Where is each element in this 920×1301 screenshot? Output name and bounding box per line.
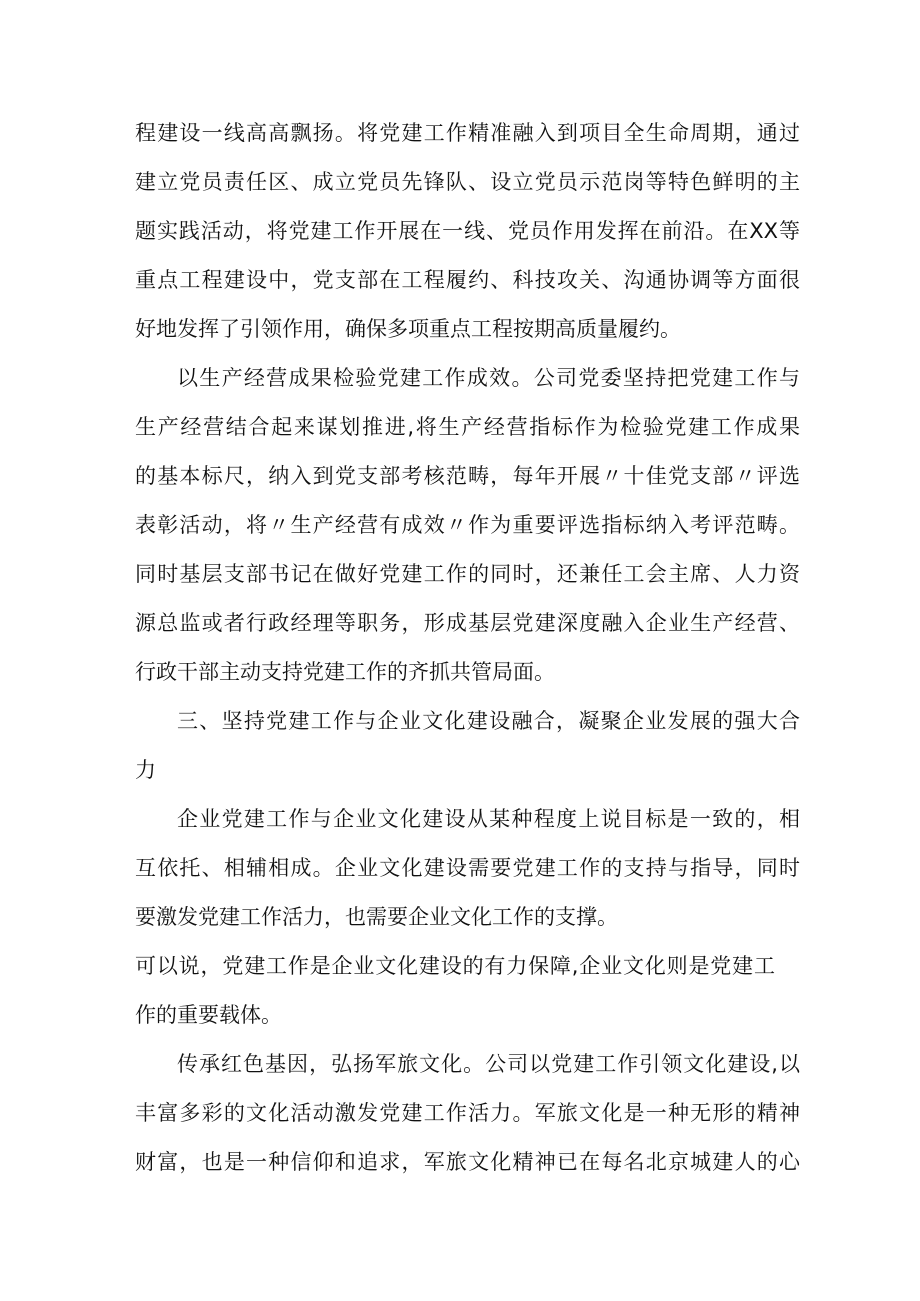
text-line: 题实践活动，将党建工作开展在一线、党员作用发挥在前沿。在XX等	[135, 219, 800, 243]
text-line: 互依托、相辅相成。企业文化建设需要党建工作的支持与指导，同时	[135, 856, 800, 880]
paragraph-first-line: 企业党建工作与企业文化建设从某种程度上说目标是一致的，相	[177, 807, 800, 831]
section-heading: 三、坚持党建工作与企业文化建设融合，凝聚企业发展的强大合	[177, 709, 800, 733]
text-line: 作的重要载体。	[135, 1003, 282, 1027]
text-line: 财富，也是一种信仰和追求，军旅文化精神已在每名北京城建人的心	[135, 1150, 800, 1174]
paragraph-first-line: 可以说，党建工作是企业文化建设的有力保障,企业文化则是党建工	[135, 954, 775, 978]
text-line: 丰富多彩的文化活动激发党建工作活力。军旅文化是一种无形的精神	[135, 1101, 800, 1125]
text-line: 生产经营结合起来谋划推进,将生产经营指标作为检验党建工作成果	[135, 415, 800, 439]
text-line: 源总监或者行政经理等职务，形成基层党建深度融入企业生产经营、	[135, 611, 800, 635]
text-line: 的基本标尺，纳入到党支部考核范畴，每年开展〃十佳党支部〃评选	[135, 464, 800, 488]
paragraph-first-line: 以生产经营成果检验党建工作成效。公司党委坚持把党建工作与	[177, 366, 800, 390]
text-line: 要激发党建工作活力，也需要企业文化工作的支撑。	[135, 905, 618, 929]
text-line: 建立党员责任区、成立党员先锋队、设立党员示范岗等特色鲜明的主	[135, 170, 800, 194]
text-line: 同时基层支部书记在做好党建工作的同时，还兼任工会主席、人力资	[135, 562, 800, 586]
text-line: 程建设一线高高飘扬。将党建工作精准融入到项目全生命周期，通过	[135, 121, 800, 145]
text-line: 好地发挥了引领作用，确保多项重点工程按期高质量履约。	[135, 317, 681, 341]
text-line: 表彰活动，将〃生产经营有成效〃作为重要评选指标纳入考评范畴。	[135, 513, 800, 537]
paragraph-first-line: 传承红色基因，弘扬军旅文化。公司以党建工作引领文化建设,以	[177, 1052, 800, 1076]
text-line: 行政干部主动支持党建工作的齐抓共管局面。	[135, 660, 555, 684]
section-heading-continuation: 力	[135, 758, 156, 782]
text-line: 重点工程建设中，党支部在工程履约、科技攻关、沟通协调等方面很	[135, 268, 800, 292]
